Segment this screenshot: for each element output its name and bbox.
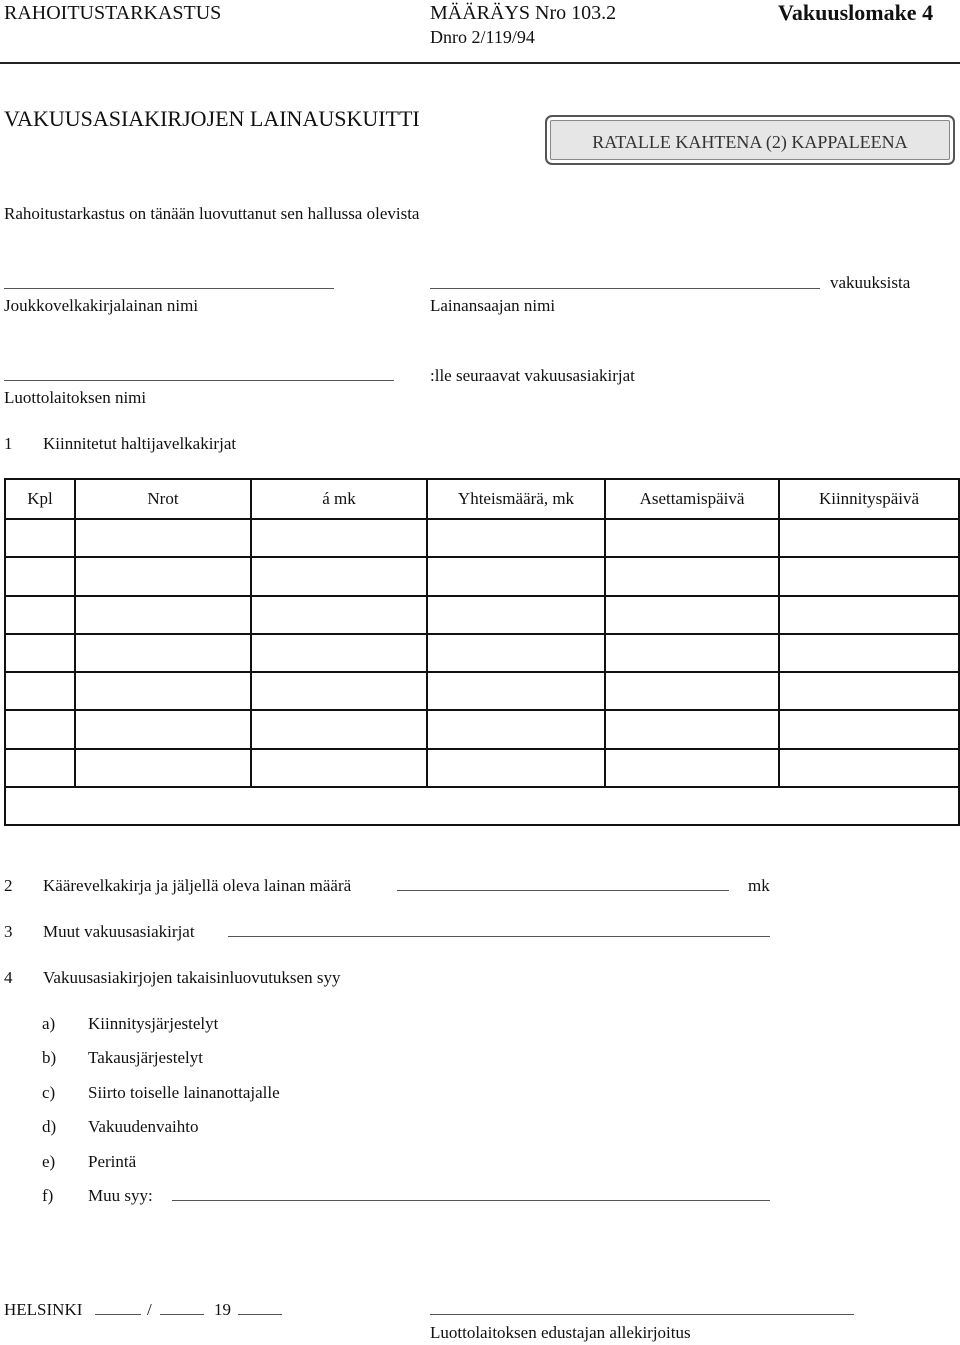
table-cell[interactable] bbox=[427, 710, 605, 748]
section-1-label: Kiinnitetut haltijavelkakirjat bbox=[43, 434, 237, 453]
table-cell[interactable] bbox=[427, 596, 605, 634]
col-header-nrot: Nrot bbox=[75, 479, 251, 519]
table-cell[interactable] bbox=[779, 749, 959, 787]
vakuuksista-text: vakuuksista bbox=[830, 273, 911, 292]
table-cell[interactable] bbox=[5, 634, 75, 672]
table-row bbox=[5, 787, 959, 825]
institution-name-line[interactable] bbox=[4, 380, 394, 381]
table-cell[interactable] bbox=[75, 557, 251, 595]
reason-key-c: c) bbox=[42, 1083, 56, 1102]
reason-text-d: Vakuudenvaihto bbox=[88, 1117, 199, 1136]
table-row bbox=[5, 596, 959, 634]
table-cell[interactable] bbox=[251, 519, 427, 557]
table-cell[interactable] bbox=[605, 519, 779, 557]
table-cell[interactable] bbox=[605, 710, 779, 748]
reason-text-f: Muu syy: bbox=[88, 1186, 153, 1205]
col-header-asettamispaiva: Asettamispäivä bbox=[605, 479, 779, 519]
reason-key-b: b) bbox=[42, 1048, 57, 1067]
table-cell[interactable] bbox=[605, 634, 779, 672]
intro-text: Rahoitustarkastus on tänään luovuttanut sen hallussa olevista bbox=[4, 204, 420, 223]
section-4-number: 4 bbox=[4, 968, 13, 987]
table-cell[interactable] bbox=[779, 634, 959, 672]
table-cell[interactable] bbox=[779, 710, 959, 748]
col-header-kiinnityspaiva: Kiinnityspäivä bbox=[779, 479, 959, 519]
institution-name-label: Luottolaitoksen nimi bbox=[4, 388, 147, 407]
table-cell[interactable] bbox=[779, 672, 959, 710]
table-cell[interactable] bbox=[5, 710, 75, 748]
table-cell[interactable] bbox=[5, 557, 75, 595]
other-documents-line[interactable] bbox=[228, 936, 770, 937]
table-cell[interactable] bbox=[251, 749, 427, 787]
table-cell[interactable] bbox=[75, 519, 251, 557]
page-title: VAKUUSASIAKIRJOJEN LAINAUSKUITTI bbox=[4, 106, 420, 131]
reason-text-a: Kiinnitysjärjestelyt bbox=[88, 1014, 219, 1033]
table-row bbox=[5, 710, 959, 748]
reason-text-c: Siirto toiselle lainanottajalle bbox=[88, 1083, 280, 1102]
table-cell[interactable] bbox=[75, 596, 251, 634]
table-cell[interactable] bbox=[75, 749, 251, 787]
table-cell[interactable] bbox=[427, 634, 605, 672]
table-cell[interactable] bbox=[75, 672, 251, 710]
table-cell[interactable] bbox=[5, 519, 75, 557]
signature-label: Luottolaitoksen edustajan allekirjoitus bbox=[430, 1323, 691, 1342]
table-cell[interactable] bbox=[427, 519, 605, 557]
table-row bbox=[5, 519, 959, 557]
table-cell[interactable] bbox=[427, 557, 605, 595]
footer-year: 19 bbox=[214, 1300, 231, 1319]
header-org: RAHOITUSTARKASTUS bbox=[4, 2, 222, 24]
table-cell[interactable] bbox=[5, 596, 75, 634]
bondholder-name-line[interactable] bbox=[4, 288, 334, 289]
section-3-label: Muut vakuusasiakirjat bbox=[43, 922, 195, 941]
table-cell[interactable] bbox=[251, 634, 427, 672]
table-cell[interactable] bbox=[779, 519, 959, 557]
date-year-line[interactable] bbox=[238, 1314, 282, 1315]
section-2-number: 2 bbox=[4, 876, 13, 895]
reason-key-f: f) bbox=[42, 1186, 54, 1205]
table-cell[interactable] bbox=[251, 710, 427, 748]
table-cell[interactable] bbox=[605, 557, 779, 595]
col-header-yhteismaara: Yhteismäärä, mk bbox=[427, 479, 605, 519]
table-row bbox=[5, 749, 959, 787]
table-cell[interactable] bbox=[251, 596, 427, 634]
signature-line[interactable] bbox=[430, 1314, 854, 1315]
table-cell[interactable] bbox=[779, 596, 959, 634]
footer-city: HELSINKI bbox=[4, 1300, 83, 1319]
col-header-kpl: Kpl bbox=[5, 479, 75, 519]
reason-key-e: e) bbox=[42, 1152, 56, 1171]
table-cell[interactable] bbox=[779, 557, 959, 595]
col-header-a-mk: á mk bbox=[251, 479, 427, 519]
table-cell[interactable] bbox=[605, 596, 779, 634]
section-4-label: Vakuusasiakirjojen takaisinluovutuksen syy bbox=[43, 968, 341, 987]
date-month-line[interactable] bbox=[160, 1314, 204, 1315]
table-cell[interactable] bbox=[605, 749, 779, 787]
loan-amount-line[interactable] bbox=[397, 890, 729, 891]
copies-banner-text: RATALLE KAHTENA (2) KAPPALEENA bbox=[592, 132, 908, 152]
borrower-name-label: Lainansaajan nimi bbox=[430, 296, 556, 315]
table-cell[interactable] bbox=[5, 749, 75, 787]
date-day-line[interactable] bbox=[95, 1314, 141, 1315]
table-cell[interactable] bbox=[605, 672, 779, 710]
table-cell[interactable] bbox=[5, 787, 959, 825]
table-row bbox=[5, 634, 959, 672]
footer-slash: / bbox=[147, 1300, 152, 1319]
borrower-name-line[interactable] bbox=[430, 288, 820, 289]
header-form: Vakuuslomake 4 bbox=[778, 0, 934, 25]
section-1-number: 1 bbox=[4, 434, 13, 453]
section-2-unit: mk bbox=[748, 876, 770, 895]
table-row bbox=[5, 557, 959, 595]
reason-text-b: Takausjärjestelyt bbox=[88, 1048, 203, 1067]
table-cell[interactable] bbox=[251, 672, 427, 710]
lle-text: :lle seuraavat vakuusasiakirjat bbox=[430, 366, 635, 385]
reason-key-a: a) bbox=[42, 1014, 56, 1033]
reason-text-e: Perintä bbox=[88, 1152, 137, 1171]
table-cell[interactable] bbox=[427, 672, 605, 710]
table-cell[interactable] bbox=[75, 634, 251, 672]
section-2-label: Käärevelkakirja ja jäljellä oleva lainan määrä bbox=[43, 876, 352, 895]
bondholder-name-label: Joukkovelkakirjalainan nimi bbox=[4, 296, 199, 315]
section-3-number: 3 bbox=[4, 922, 13, 941]
table-row bbox=[5, 672, 959, 710]
table-header-row bbox=[5, 479, 959, 519]
bonds-table bbox=[4, 478, 960, 826]
header-dnro: Dnro 2/119/94 bbox=[430, 27, 535, 47]
table-cell[interactable] bbox=[5, 672, 75, 710]
header-regulation: MÄÄRÄYS Nro 103.2 bbox=[430, 2, 617, 24]
reason-key-d: d) bbox=[42, 1117, 57, 1136]
other-reason-line[interactable] bbox=[172, 1200, 770, 1201]
header-divider bbox=[0, 62, 960, 64]
table-cell[interactable] bbox=[75, 710, 251, 748]
copies-banner bbox=[545, 115, 955, 165]
table-cell[interactable] bbox=[427, 749, 605, 787]
table-cell[interactable] bbox=[251, 557, 427, 595]
